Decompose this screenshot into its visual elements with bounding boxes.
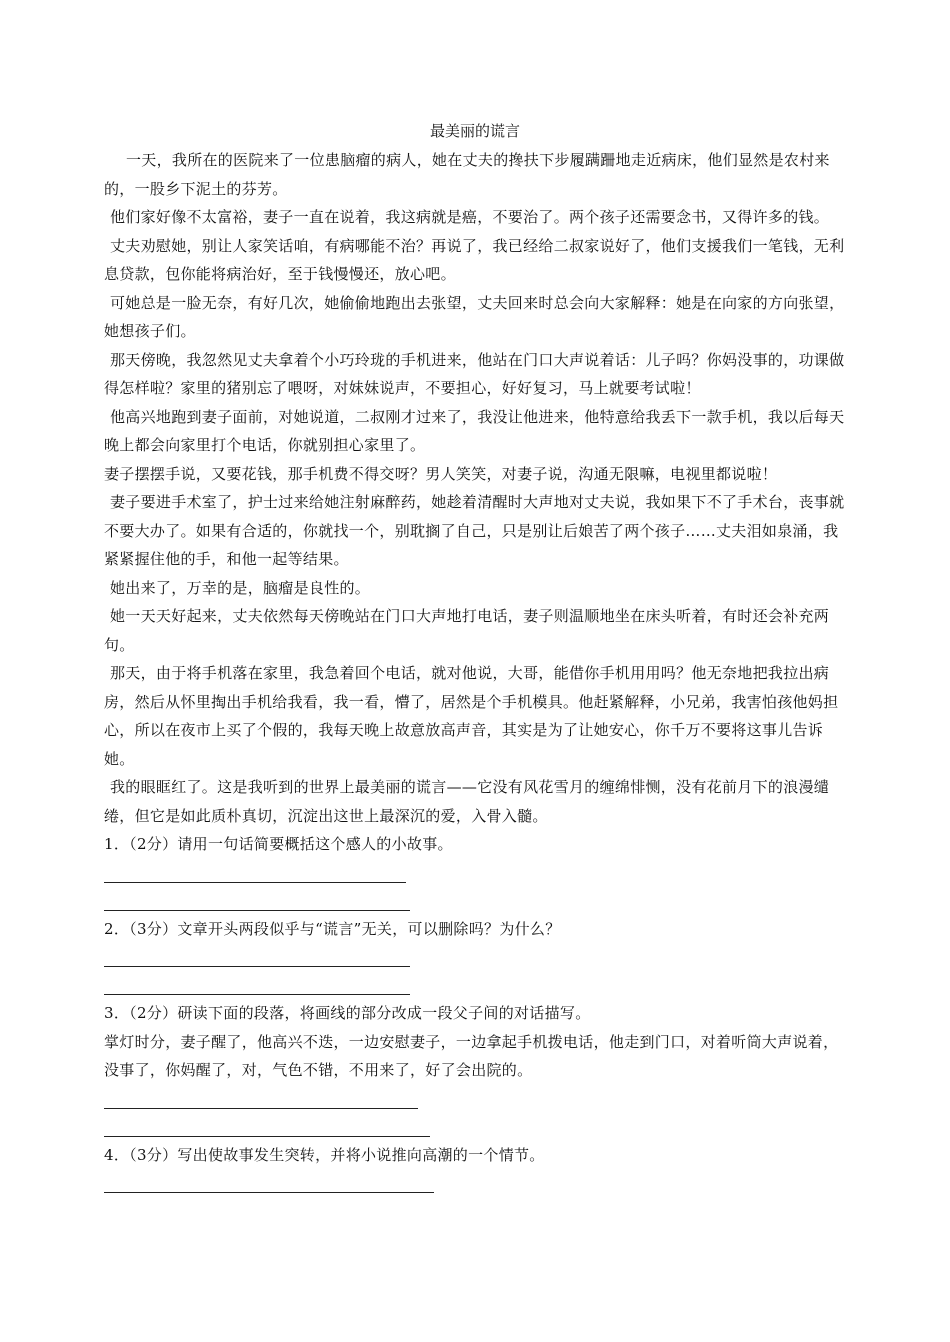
article-body <box>104 146 849 1197</box>
question-passage: 掌灯时分，妻子醒了，他高兴不迭，一边安慰妻子，一边拿起手机拨电话，他走到门口，对着听筒大声说着，没事了，你妈醒了，对，气色不错，不用来了，好了会出院的。 <box>104 1032 839 1079</box>
answer-line[interactable] <box>104 887 849 915</box>
paragraph: 丈夫劝慰她，别让人家笑话咱，有病哪能不治？再说了，我已经给二叔家说好了，他们支援我们一笔钱，无利息贷款，包你能将病治好，至于钱慢慢还，放心吧。 <box>104 236 845 283</box>
paragraph: 妻子摆摆手说，又要花钱，那手机费不得交呀？男人笑笑，对妻子说，沟通无限嘛，电视里都说啦！ <box>104 464 778 483</box>
question-2 <box>104 915 849 1000</box>
answer-line[interactable] <box>104 1169 849 1197</box>
answer-line[interactable] <box>104 859 849 887</box>
paragraph: 她出来了，万幸的是，脑瘤是良性的。 <box>110 578 371 597</box>
paragraph: 妻子要进手术室了，护士过来给她注射麻醉药，她趁着清醒时大声地对丈夫说，我如果下不了手术台，丧事就不要大办了。如果有合适的，你就找一个，别耽搁了自己，只是别让后娘苦了两个孩子……丈夫泪如泉涌，我紧紧握住他的手，和他一起等结果。 <box>104 493 845 568</box>
paragraph: 那天傍晚，我忽然见丈夫拿着个小巧玲珑的手机进来，他站在门口大声说着话：儿子吗？你妈没事的，功课做得怎样啦？家里的猪别忘了喂呀，对妹妹说声，不要担心，好好复习，马上就要考试啦！ <box>104 350 845 397</box>
answer-line[interactable] <box>104 1085 849 1113</box>
paragraph: 我的眼眶红了。这是我听到的世界上最美丽的谎言——它没有风花雪月的缠绵悱恻，没有花前月下的浪漫缱绻，但它是如此质朴真切，沉淀出这世上最深沉的爱，入骨入髓。 <box>104 778 830 825</box>
question-text: 2．（3分）文章开头两段似乎与“谎言”无关，可以删除吗？为什么？ <box>104 919 561 938</box>
paragraph: 她一天天好起来，丈夫依然每天傍晚站在门口大声地打电话，妻子则温顺地坐在床头听着，有时还会补充两句。 <box>104 607 830 654</box>
paragraph: 他们家好像不太富裕，妻子一直在说着，我这病就是癌，不要治了。两个孩子还需要念书，又得许多的钱。 <box>110 208 830 226</box>
paragraph: 一天，我所在的医院来了一位患脑瘤的病人，她在丈夫的搀扶下步履蹒跚地走近病床，他们显然是农村来的，一股乡下泥土的芬芳。 <box>104 151 830 198</box>
question-text: 4．（3分）写出使故事发生突转，并将小说推向高潮的一个情节。 <box>104 1145 545 1164</box>
article-title: 最美丽的谎言 <box>429 122 520 140</box>
question-text: 3．（2分）研读下面的段落，将画线的部分改成一段父子间的对话描写。 <box>104 1004 591 1022</box>
paragraph: 他高兴地跑到妻子面前，对她说道，二叔刚才过来了，我没让他进来，他特意给我丢下一款手机，我以后每天晚上都会向家里打个电话，你就别担心家里了。 <box>104 407 845 454</box>
question-3 <box>104 999 849 1141</box>
paragraph: 那天，由于将手机落在家里，我急着回个电话，就对他说，大哥，能借你手机用用吗？他无奈地把我拉出病房，然后从怀里掏出手机给我看，我一看，懵了，居然是个手机模具。他赶紧解释，小兄弟，我害怕孩他妈担心，所以在夜市上买了个假的，我每天晚上故意放高声音，其实是为了让她安心，你千万不要将这事儿告诉她。 <box>104 664 839 768</box>
answer-line[interactable] <box>104 971 849 999</box>
question-4 <box>104 1141 849 1198</box>
answer-line[interactable] <box>104 943 849 971</box>
question-1 <box>104 830 849 915</box>
paragraph: 可她总是一脸无奈，有好几次，她偷偷地跑出去张望，丈夫回来时总会向大家解释：她是在向家的方向张望，她想孩子们。 <box>104 293 845 340</box>
answer-line[interactable] <box>104 1113 849 1141</box>
question-text: 1．（2分）请用一句话简要概括这个感人的小故事。 <box>104 835 453 853</box>
